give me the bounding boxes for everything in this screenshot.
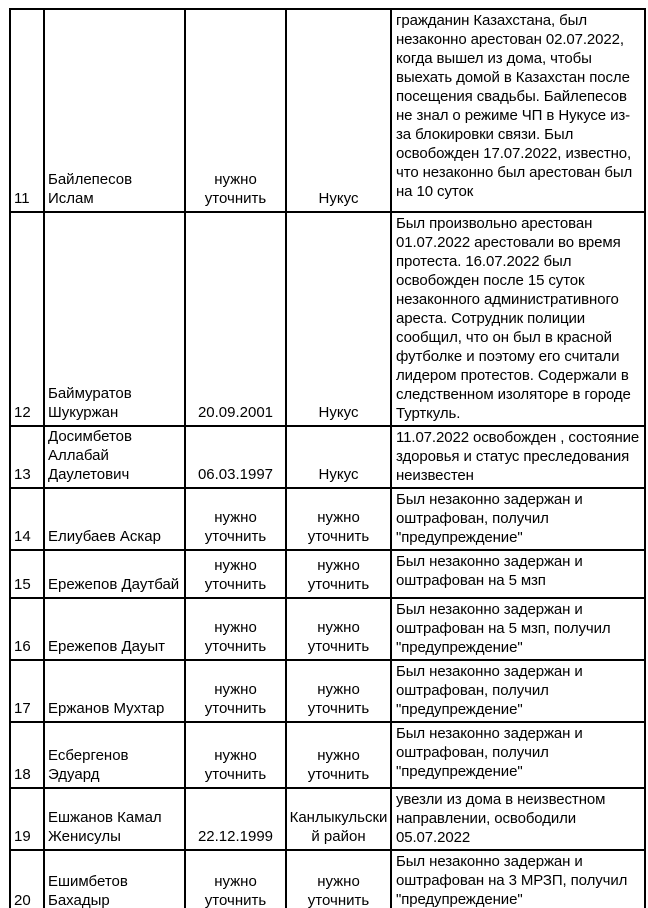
table-row bbox=[10, 550, 645, 598]
location: Нукус bbox=[286, 426, 391, 488]
table-row bbox=[10, 9, 645, 212]
location: Канлыкульский район bbox=[286, 788, 391, 850]
birth-date: нужно уточнить bbox=[185, 550, 286, 598]
birth-date: нужно уточнить bbox=[185, 598, 286, 660]
location: нужно уточнить bbox=[286, 550, 391, 598]
location: нужно уточнить bbox=[286, 488, 391, 550]
table-row bbox=[10, 850, 645, 908]
row-number: 13 bbox=[10, 426, 44, 488]
case-details: Был незаконно задержан и оштрафован на 3 МРЗП, получил "предупреждение" bbox=[391, 850, 645, 908]
table-row bbox=[10, 788, 645, 850]
person-name: Ережепов Дауыт bbox=[44, 598, 185, 660]
case-details: Был незаконно задержан и оштрафован, получил "предупреждение" bbox=[391, 722, 645, 788]
row-number: 14 bbox=[10, 488, 44, 550]
location: нужно уточнить bbox=[286, 722, 391, 788]
case-details: 11.07.2022 освобожден , состояние здоровья и статус преследования неизвестен bbox=[391, 426, 645, 488]
row-number: 12 bbox=[10, 212, 44, 426]
location: Нукус bbox=[286, 212, 391, 426]
row-number: 19 bbox=[10, 788, 44, 850]
row-number: 15 bbox=[10, 550, 44, 598]
person-name: Досимбетов Аллабай Даулетович bbox=[44, 426, 185, 488]
case-details: увезли из дома в неизвестном направлении, освободили 05.07.2022 bbox=[391, 788, 645, 850]
person-name: Ешимбетов Бахадыр bbox=[44, 850, 185, 908]
table-row bbox=[10, 212, 645, 426]
birth-date: нужно уточнить bbox=[185, 660, 286, 722]
row-number: 18 bbox=[10, 722, 44, 788]
birth-date: нужно уточнить bbox=[185, 488, 286, 550]
person-name: Елиубаев Аскар bbox=[44, 488, 185, 550]
case-details: Был незаконно задержан и оштрафован, получил "предупреждение" bbox=[391, 488, 645, 550]
location: Нукус bbox=[286, 9, 391, 212]
location: нужно уточнить bbox=[286, 598, 391, 660]
person-name: Есбергенов Эдуард bbox=[44, 722, 185, 788]
person-name: Ережепов Даутбай bbox=[44, 550, 185, 598]
row-number: 16 bbox=[10, 598, 44, 660]
birth-date: нужно уточнить bbox=[185, 9, 286, 212]
persecution-cases-table bbox=[9, 8, 646, 908]
case-details: гражданин Казахстана, был незаконно арестован 02.07.2022, когда вышел из дома, чтобы выехать домой в Казахстан после посещения свадьбы. Байлепесов не знал о режиме ЧП в Нукусе из-за блокировки связи. Был освобожден 17.07.2022, известно, что незаконно был арестован был на 10 суток bbox=[391, 9, 645, 212]
row-number: 11 bbox=[10, 9, 44, 212]
birth-date: нужно уточнить bbox=[185, 850, 286, 908]
table-row bbox=[10, 426, 645, 488]
case-details: Был незаконно задержан и оштрафован на 5 мзп, получил "предупреждение" bbox=[391, 598, 645, 660]
table-row bbox=[10, 488, 645, 550]
birth-date: 06.03.1997 bbox=[185, 426, 286, 488]
case-details: Был незаконно задержан и оштрафован, получил "предупреждение" bbox=[391, 660, 645, 722]
birth-date: 22.12.1999 bbox=[185, 788, 286, 850]
person-name: Баймуратов Шукуржан bbox=[44, 212, 185, 426]
table-row bbox=[10, 660, 645, 722]
case-details: Был незаконно задержан и оштрафован на 5 мзп bbox=[391, 550, 645, 598]
person-name: Байлепесов Ислам bbox=[44, 9, 185, 212]
birth-date: нужно уточнить bbox=[185, 722, 286, 788]
person-name: Ержанов Мухтар bbox=[44, 660, 185, 722]
case-details: Был произвольно арестован 01.07.2022 арестовали во время протеста. 16.07.2022 был освобожден после 15 суток незаконного административного ареста. Сотрудник полиции сообщил, что он был в красной футболке и поэтому его считали лидером протестов. Содержали в следственном изоляторе в городе Турткуль. bbox=[391, 212, 645, 426]
location: нужно уточнить bbox=[286, 850, 391, 908]
row-number: 17 bbox=[10, 660, 44, 722]
location: нужно уточнить bbox=[286, 660, 391, 722]
person-name: Ешжанов Камал Женисулы bbox=[44, 788, 185, 850]
table-row bbox=[10, 598, 645, 660]
table-row bbox=[10, 722, 645, 788]
row-number: 20 bbox=[10, 850, 44, 908]
birth-date: 20.09.2001 bbox=[185, 212, 286, 426]
